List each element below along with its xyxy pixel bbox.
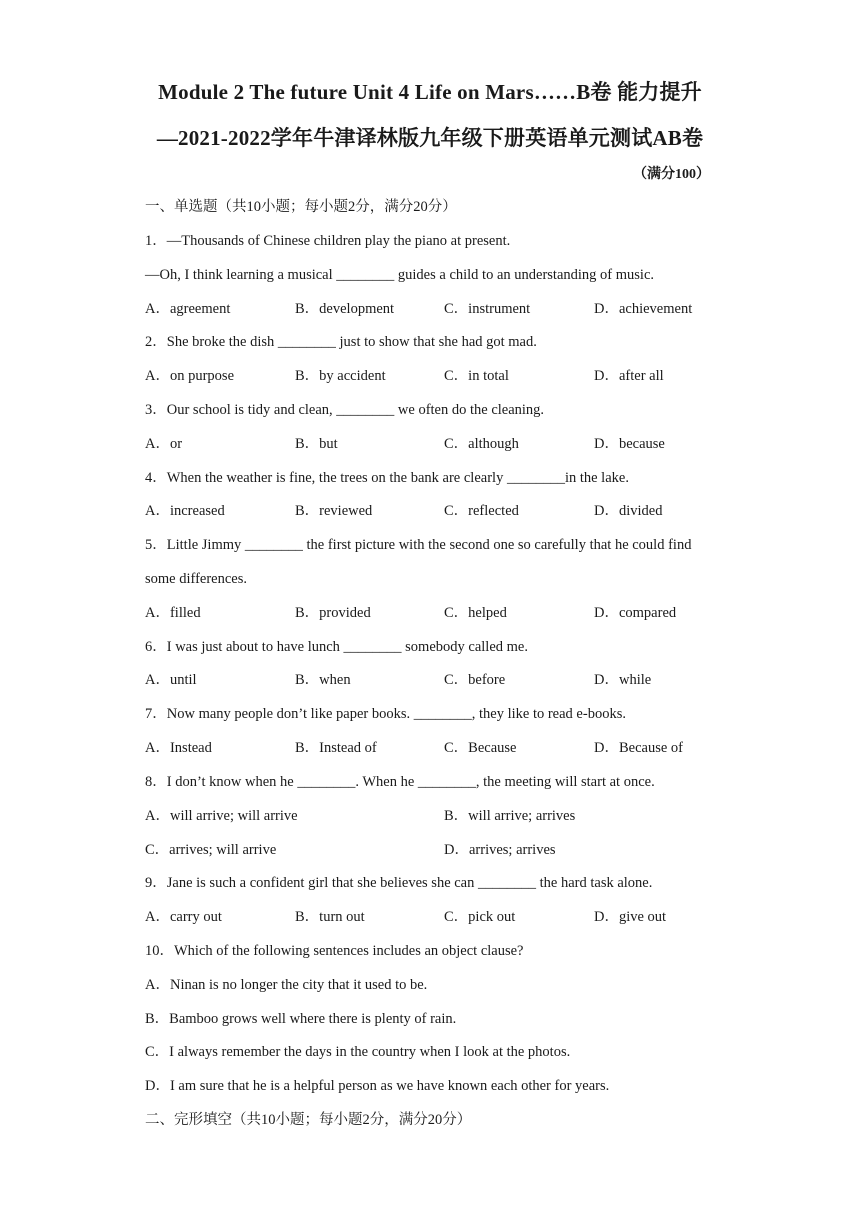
title-line-1: Module 2 The future Unit 4 Life on Mars……B卷 能力提升 (158, 80, 702, 104)
question-6-option-b: B．when (295, 672, 351, 688)
question-8-stem: 8．I don’t know when he ________. When he ________, the meeting will start at once. (145, 774, 655, 790)
question-4-option-b: B．reviewed (295, 503, 373, 519)
question-2-stem: 2．She broke the dish ________ just to show that she had got mad. (145, 334, 537, 350)
question-2-option-b: B．by accident (295, 368, 386, 384)
question-9-option-a: A．carry out (145, 909, 222, 925)
title-line-2: —2021-2022学年牛津译林版九年级下册英语单元测试AB卷 (156, 126, 704, 150)
question-10-option-d: D．I am sure that he is a helpful person as we have known each other for years. (145, 1078, 610, 1094)
question-3-stem: 3．Our school is tidy and clean, ________ we often do the cleaning. (145, 402, 545, 418)
question-3-option-a: A．or (145, 436, 183, 452)
question-5-option-b: B．provided (295, 605, 371, 621)
question-5-stem-2: some differences. (145, 571, 247, 587)
section-1-header: 一、单选题（共10小题；每小题2分，满分20分） (145, 199, 457, 215)
question-9-stem: 9．Jane is such a confident girl that she believes she can ________ the hard task alone. (145, 875, 653, 891)
question-9-option-b: B．turn out (295, 909, 365, 925)
question-7-option-d: D．Because of (594, 740, 683, 756)
question-7-option-b: B．Instead of (295, 740, 377, 756)
question-7-option-a: A．Instead (145, 740, 212, 756)
section-2-header: 二、完形填空（共10小题；每小题2分，满分20分） (145, 1112, 472, 1128)
question-2-option-a: A．on purpose (145, 368, 235, 384)
question-5-option-a: A．filled (145, 605, 201, 621)
question-3-option-d: D．because (594, 436, 665, 452)
question-2-option-d: D．after all (594, 368, 664, 384)
question-8-option-a: A．will arrive; will arrive (145, 808, 298, 824)
question-4-option-a: A．increased (145, 503, 225, 519)
question-3-option-b: B．but (295, 436, 338, 452)
question-4-option-c: C．reflected (444, 503, 519, 519)
question-6-stem: 6．I was just about to have lunch ________ somebody called me. (145, 639, 528, 655)
question-6-option-d: D．while (594, 672, 652, 688)
question-9-option-d: D．give out (594, 909, 667, 925)
question-1-option-b: B．development (295, 301, 395, 317)
question-10-option-b: B．Bamboo grows well where there is plenty of rain. (145, 1011, 457, 1027)
question-3-option-c: C．although (444, 436, 519, 452)
question-7-stem: 7．Now many people don’t like paper books. ________, they like to read e-books. (145, 706, 626, 722)
question-8-option-d: D．arrives; arrives (444, 842, 556, 858)
question-1-option-d: D．achievement (594, 301, 693, 317)
question-5-stem-1: 5．Little Jimmy ________ the first picture with the second one so carefully that he could find (145, 537, 692, 553)
question-2-option-c: C．in total (444, 368, 509, 384)
question-8-option-c: C．arrives; will arrive (145, 842, 277, 858)
question-5-option-c: C．helped (444, 605, 507, 621)
question-10-stem: 10．Which of the following sentences includes an object clause? (145, 943, 524, 959)
question-9-option-c: C．pick out (444, 909, 516, 925)
question-5-option-d: D．compared (594, 605, 677, 621)
question-1-option-c: C．instrument (444, 301, 531, 317)
question-6-option-c: C．before (444, 672, 506, 688)
question-10-option-a: A．Ninan is no longer the city that it used to be. (145, 977, 428, 993)
question-10-option-c: C．I always remember the days in the country when I look at the photos. (145, 1044, 571, 1060)
question-1-option-a: A．agreement (145, 301, 231, 317)
question-4-stem: 4．When the weather is fine, the trees on the bank are clearly ________in the lake. (145, 470, 629, 486)
question-7-option-c: C．Because (444, 740, 517, 756)
question-8-option-b: B．will arrive; arrives (444, 808, 576, 824)
question-4-option-d: D．divided (594, 503, 663, 519)
score-note: （满分100） (633, 167, 710, 182)
question-1-stem-1: 1．—Thousands of Chinese children play the piano at present. (145, 233, 511, 249)
question-1-stem-2: —Oh, I think learning a musical ________ guides a child to an understanding of music. (145, 267, 655, 283)
question-6-option-a: A．until (145, 672, 197, 688)
